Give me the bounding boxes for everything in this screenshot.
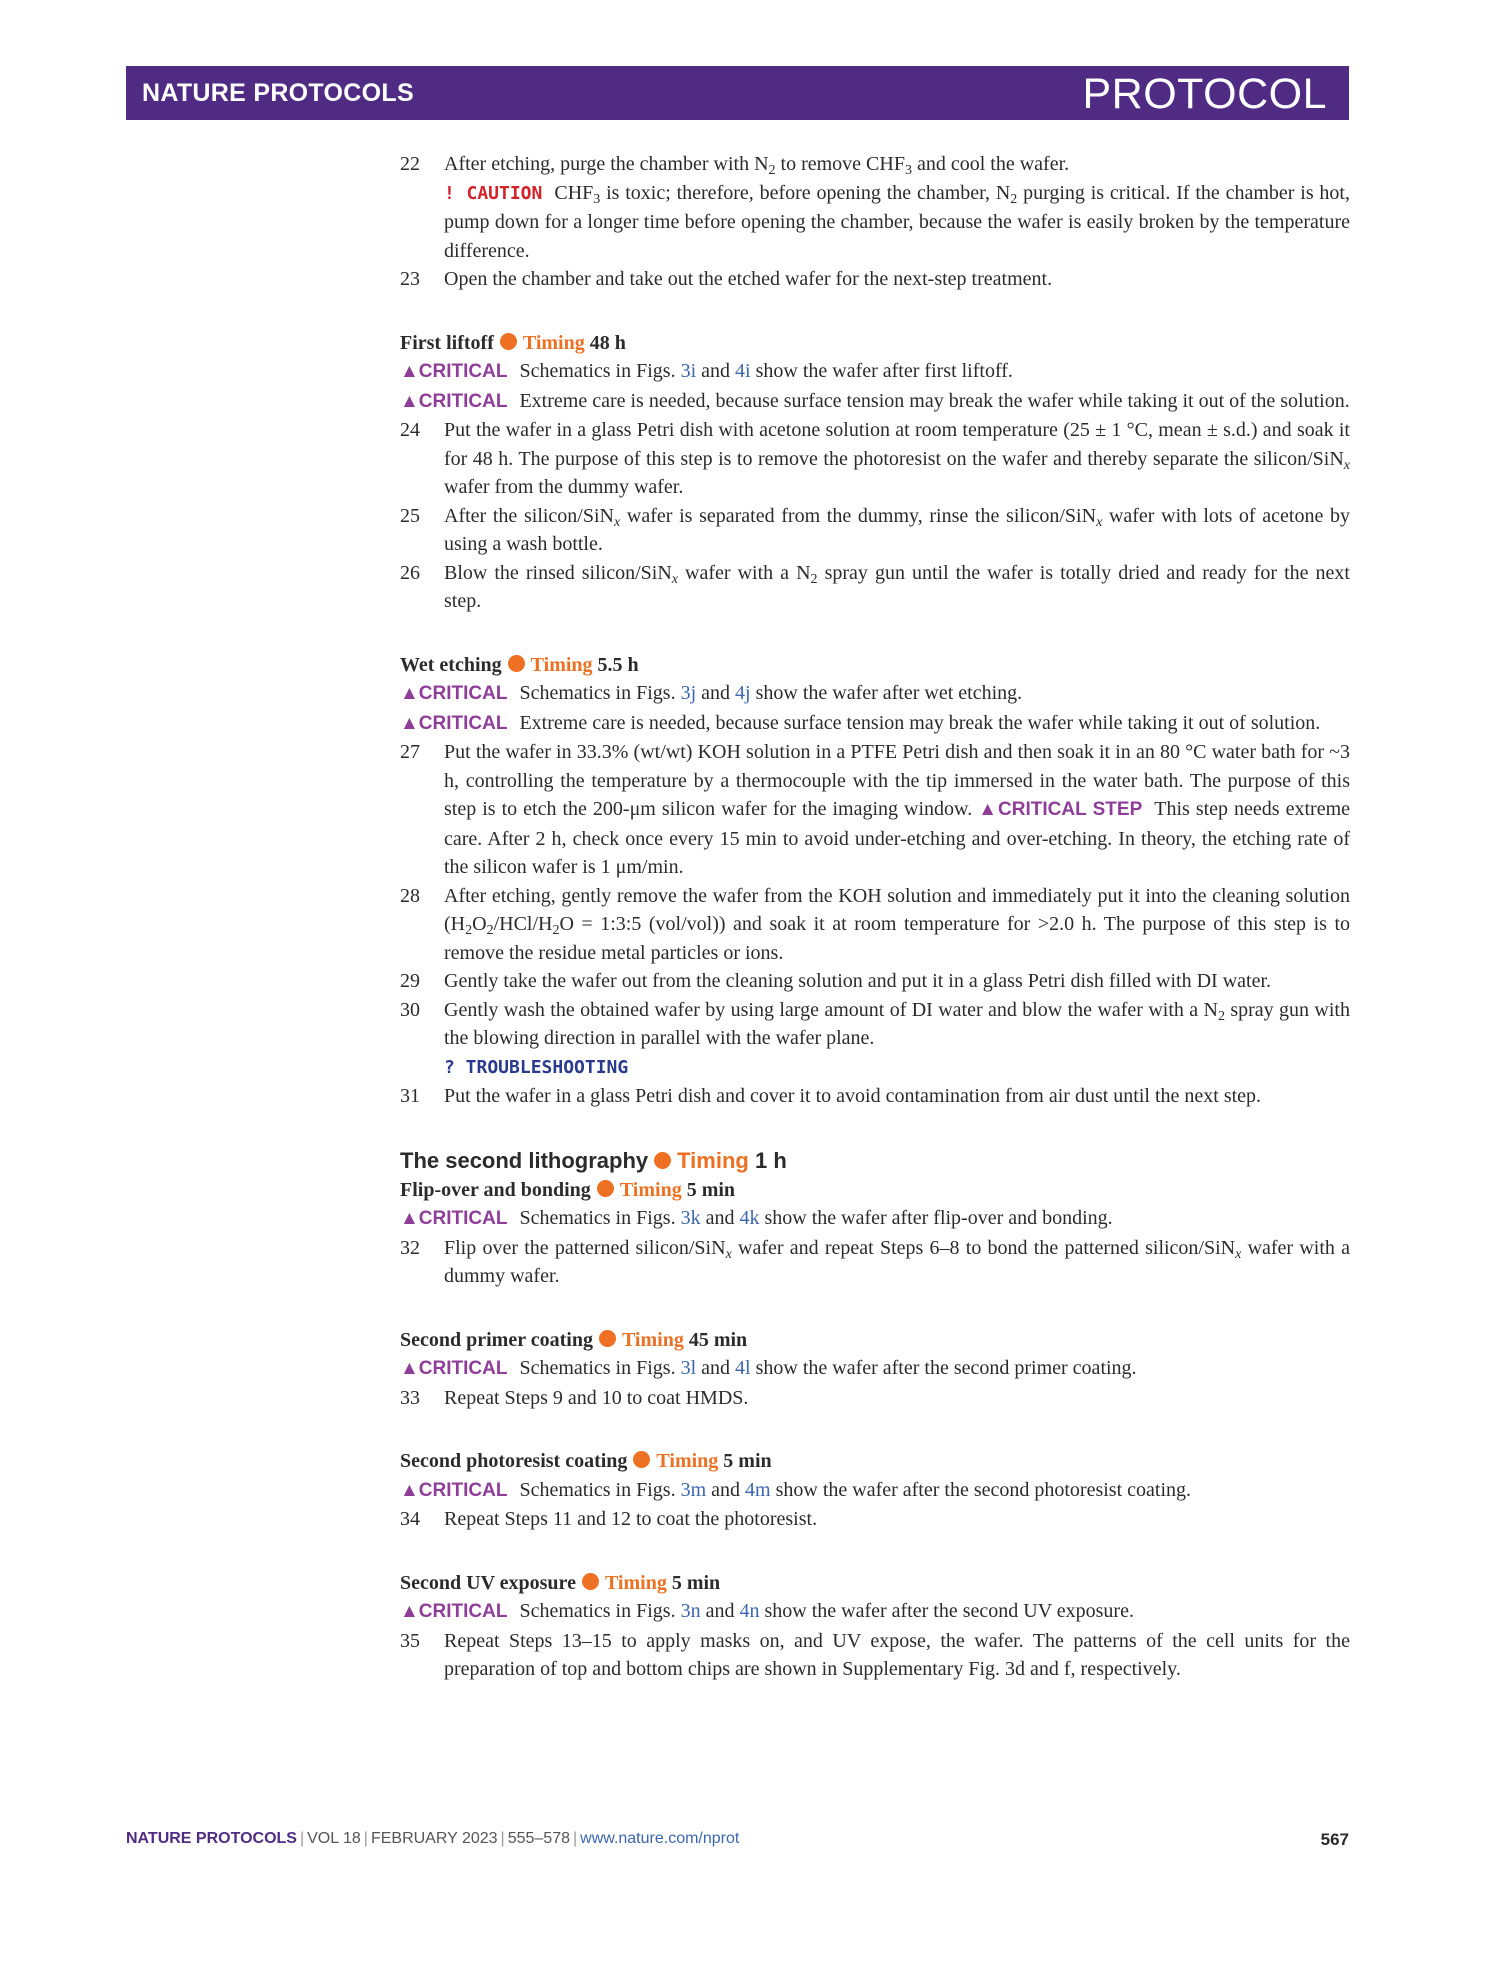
step-text: Put the wafer in a glass Petri dish and cover it to avoid contamination from air dust until the next step.: [444, 1085, 1262, 1107]
critical-note: ▲CRITICAL Extreme care is needed, because surface tension may break the wafer while taking it out of solution.: [400, 711, 1321, 734]
critical-label: ▲CRITICAL: [400, 1208, 508, 1229]
page-header: [126, 66, 1349, 120]
timing-dot-icon: [654, 1152, 671, 1169]
step-24: [400, 416, 1350, 502]
critical-note: ▲CRITICAL Schematics in Figs. 3j and 4j show the wafer after wet etching.: [400, 682, 1023, 704]
step-22: [400, 150, 1350, 265]
step-text: Open the chamber and take out the etched wafer for the next-step treatment.: [444, 268, 1053, 290]
figure-link[interactable]: 4n: [739, 1600, 760, 1622]
step-number: 35: [400, 1629, 420, 1652]
step-35: [400, 1627, 1350, 1684]
step-32: [400, 1234, 1350, 1291]
section-heading: [400, 1176, 1350, 1205]
step-text: Put the wafer in 33.3% (wt/wt) KOH solution in a PTFE Petri dish and then soak it in an 80 °C water bath for ~3 h, controlling the temperature by a thermocouple with the tip immersed in the water bath. The purpose of this step is to etch the 200-μm silicon wafer for the imaging window.: [444, 741, 1350, 820]
heading-title: Second primer coating: [400, 1328, 593, 1351]
step-text: Flip over the patterned silicon/SiN$_x$ wafer and repeat Steps 6–8 to bond the patterned silicon/SiN$_x$ wafer with a dummy wafer.: [444, 1236, 1350, 1287]
critical-label: ▲CRITICAL: [400, 1601, 508, 1622]
step-23: [400, 265, 1350, 294]
heading-title: The second lithography: [400, 1147, 649, 1173]
critical-note: ▲CRITICAL Schematics in Figs. 3i and 4i show the wafer after first liftoff.: [400, 360, 1013, 382]
timing-label: Timing: [604, 1571, 667, 1594]
figure-link[interactable]: 4j: [735, 682, 751, 704]
critical-label: ▲CRITICAL: [400, 712, 508, 734]
heading-title: Second photoresist coating: [400, 1450, 628, 1472]
step-28: [400, 882, 1350, 968]
page-number: 567: [1320, 1830, 1349, 1849]
step-number: 34: [400, 1508, 420, 1530]
figure-link[interactable]: 4k: [739, 1207, 760, 1229]
step-number: 29: [400, 970, 420, 992]
timing-label: Timing: [656, 1450, 719, 1472]
step-text: Repeat Steps 13–15 to apply masks on, and UV expose, the wafer. The patterns of the cell units for the preparation of top and bottom chips are shown in Supplementary Fig. 3d and f, respectively.: [444, 1629, 1350, 1680]
caution-text: $CHF_3$ is toxic; therefore, before opening the chamber, $N_2$ purging is critical. If the chamber is hot, pump down for a longer time before opening the chamber, because the wafer is easily broken by the temperature difference.: [444, 181, 1350, 262]
timing-label: Timing: [621, 1328, 684, 1351]
troubleshooting-link[interactable]: ? TROUBLESHOOTING: [444, 1056, 629, 1078]
critical-label: ▲CRITICAL: [400, 683, 508, 704]
step-number: 31: [400, 1085, 420, 1107]
timing-label: Timing: [530, 653, 593, 676]
step-31: [400, 1082, 1350, 1111]
timing-dot-icon: [508, 655, 525, 672]
step-34: [400, 1505, 1350, 1534]
critical-step-label: ▲CRITICAL STEP: [978, 799, 1143, 820]
step-30: [400, 996, 1350, 1083]
step-number: 26: [400, 561, 420, 584]
critical-label: ▲CRITICAL: [400, 361, 508, 382]
step-text: Repeat Steps 9 and 10 to coat HMDS.: [444, 1386, 749, 1409]
footer-volume: VOL 18: [307, 1830, 361, 1847]
footer-url-link[interactable]: www.nature.com/nprot: [580, 1830, 740, 1847]
step-text: Gently wash the obtained wafer by using large amount of DI water and blow the wafer with a $N_2$ spray gun with the blowing direction in parallel with the wafer plane.: [444, 998, 1350, 1049]
critical-label: ▲CRITICAL: [400, 390, 508, 412]
figure-link[interactable]: 3k: [680, 1207, 701, 1229]
timing-value: 1 h: [754, 1147, 787, 1173]
timing-value: 5 min: [671, 1571, 721, 1594]
step-text: Put the wafer in a glass Petri dish with acetone solution at room temperature (25 ± 1 °C, mean ± s.d.) and soak it for 48 h. The purpose of this step is to remove the photoresist on the wafer and thereby separate the silicon/SiN$_x$ wafer from the dummy wafer.: [444, 419, 1350, 498]
heading-title: Flip-over and bonding: [400, 1178, 591, 1201]
timing-dot-icon: [633, 1451, 650, 1468]
step-number: 28: [400, 884, 420, 907]
section-heading: [400, 329, 1350, 358]
section-heading: [400, 1447, 1350, 1476]
heading-title: Second UV exposure: [400, 1571, 576, 1594]
critical-step-text: This step needs extreme care. After 2 h, check once every 15 min to avoid under-etching and over-etching. In theory, the etching rate of the silicon wafer is 1 μm/min.: [444, 798, 1351, 878]
step-number: 24: [400, 419, 420, 441]
footer-issue: FEBRUARY 2023: [370, 1830, 498, 1847]
footer-journal: NATURE PROTOCOLS: [126, 1830, 297, 1847]
step-text: After etching, purge the chamber with $N_2$ to remove $CHF_3$ and cool the wafer.: [444, 153, 1070, 178]
step-33: [400, 1384, 1350, 1413]
timing-value: 5 min: [686, 1178, 736, 1201]
step-27: [400, 738, 1350, 882]
journal-name: NATURE PROTOCOLS: [142, 79, 414, 107]
step-26: [400, 559, 1350, 616]
section-second-lithography: [400, 1146, 1350, 1291]
timing-label: Timing: [677, 1147, 749, 1173]
figure-link[interactable]: 3m: [680, 1478, 707, 1501]
critical-note: ▲CRITICAL Schematics in Figs. 3m and 4m show the wafer after the second photoresist coating.: [400, 1478, 1192, 1501]
timing-dot-icon: [597, 1180, 614, 1197]
figure-link[interactable]: 4l: [735, 1357, 751, 1379]
timing-value: 5 min: [723, 1450, 772, 1472]
step-25: [400, 502, 1350, 559]
step-text: Blow the rinsed silicon/SiN$_x$ wafer with a $N_2$ spray gun until the wafer is totally dried and ready for the next step.: [444, 561, 1350, 612]
section-first-liftoff: [400, 329, 1350, 616]
main-content: [400, 150, 1350, 1684]
step-number: 27: [400, 741, 420, 763]
section-label: PROTOCOL: [1082, 70, 1327, 118]
step-number: 33: [400, 1386, 420, 1409]
step-number: 32: [400, 1236, 420, 1259]
step-text: Repeat Steps 11 and 12 to coat the photoresist.: [444, 1508, 818, 1530]
critical-note: ▲CRITICAL Schematics in Figs. 3k and 4k show the wafer after flip-over and bonding.: [400, 1207, 1113, 1229]
section-main-heading: [400, 1146, 1350, 1176]
critical-note: ▲CRITICAL Schematics in Figs. 3n and 4n show the wafer after the second UV exposure.: [400, 1600, 1134, 1622]
section-second-photoresist-coating: [400, 1447, 1350, 1534]
timing-label: Timing: [619, 1178, 682, 1201]
timing-dot-icon: [582, 1573, 599, 1590]
page-footer: NATURE PROTOCOLS | VOL 18 | FEBRUARY 2023 | 555–578 | www.nature.com/nprot 567: [126, 1830, 1349, 1849]
step-number: 25: [400, 504, 420, 527]
critical-label: ▲CRITICAL: [400, 1358, 508, 1379]
step-number: 23: [400, 268, 420, 290]
section-heading: [400, 1326, 1350, 1355]
figure-link[interactable]: 3i: [680, 360, 697, 382]
heading-title: Wet etching: [400, 653, 502, 676]
step-number: 30: [400, 998, 420, 1021]
footer-pages: 555–578: [507, 1830, 570, 1847]
step-number: 22: [400, 153, 420, 175]
timing-label: Timing: [522, 331, 585, 354]
heading-title: First liftoff: [400, 331, 494, 354]
timing-dot-icon: [500, 333, 517, 350]
figure-link[interactable]: 3n: [680, 1600, 701, 1622]
timing-dot-icon: [599, 1330, 616, 1347]
timing-value: 48 h: [589, 331, 626, 354]
section-heading: [400, 1569, 1350, 1598]
figure-link[interactable]: 4m: [745, 1478, 771, 1501]
timing-value: 5.5 h: [597, 653, 639, 676]
section-heading: [400, 651, 1350, 680]
section-wet-etching: [400, 651, 1350, 1111]
figure-link[interactable]: 3l: [680, 1357, 697, 1379]
step-text: After the silicon/SiN$_x$ wafer is separated from the dummy, rinse the silicon/SiN$_x$ wafer with lots of acetone by using a wash bottle.: [444, 504, 1351, 555]
figure-link[interactable]: 3j: [680, 682, 697, 704]
step-text: Gently take the wafer out from the cleaning solution and put it in a glass Petri dish filled with DI water.: [444, 970, 1272, 992]
section-second-uv-exposure: [400, 1569, 1350, 1684]
section-second-primer-coating: [400, 1326, 1350, 1413]
step-29: [400, 967, 1350, 996]
critical-note: ▲CRITICAL Extreme care is needed, because surface tension may break the wafer while taking it out of the solution.: [400, 389, 1350, 412]
caution-label: ! CAUTION: [444, 182, 543, 204]
step-text: After etching, gently remove the wafer from the KOH solution and immediately put it into the cleaning solution ($H_2O_2/HCl/H_2O$ = 1:3:5 (vol/vol)) and soak it at room temperature for >2.0 h. The purpose of this step is to remove the residue metal particles or ions.: [444, 884, 1350, 964]
timing-value: 45 min: [688, 1328, 748, 1351]
figure-link[interactable]: 4i: [735, 360, 751, 382]
critical-label: ▲CRITICAL: [400, 1479, 508, 1501]
critical-note: ▲CRITICAL Schematics in Figs. 3l and 4l show the wafer after the second primer coating.: [400, 1357, 1137, 1379]
